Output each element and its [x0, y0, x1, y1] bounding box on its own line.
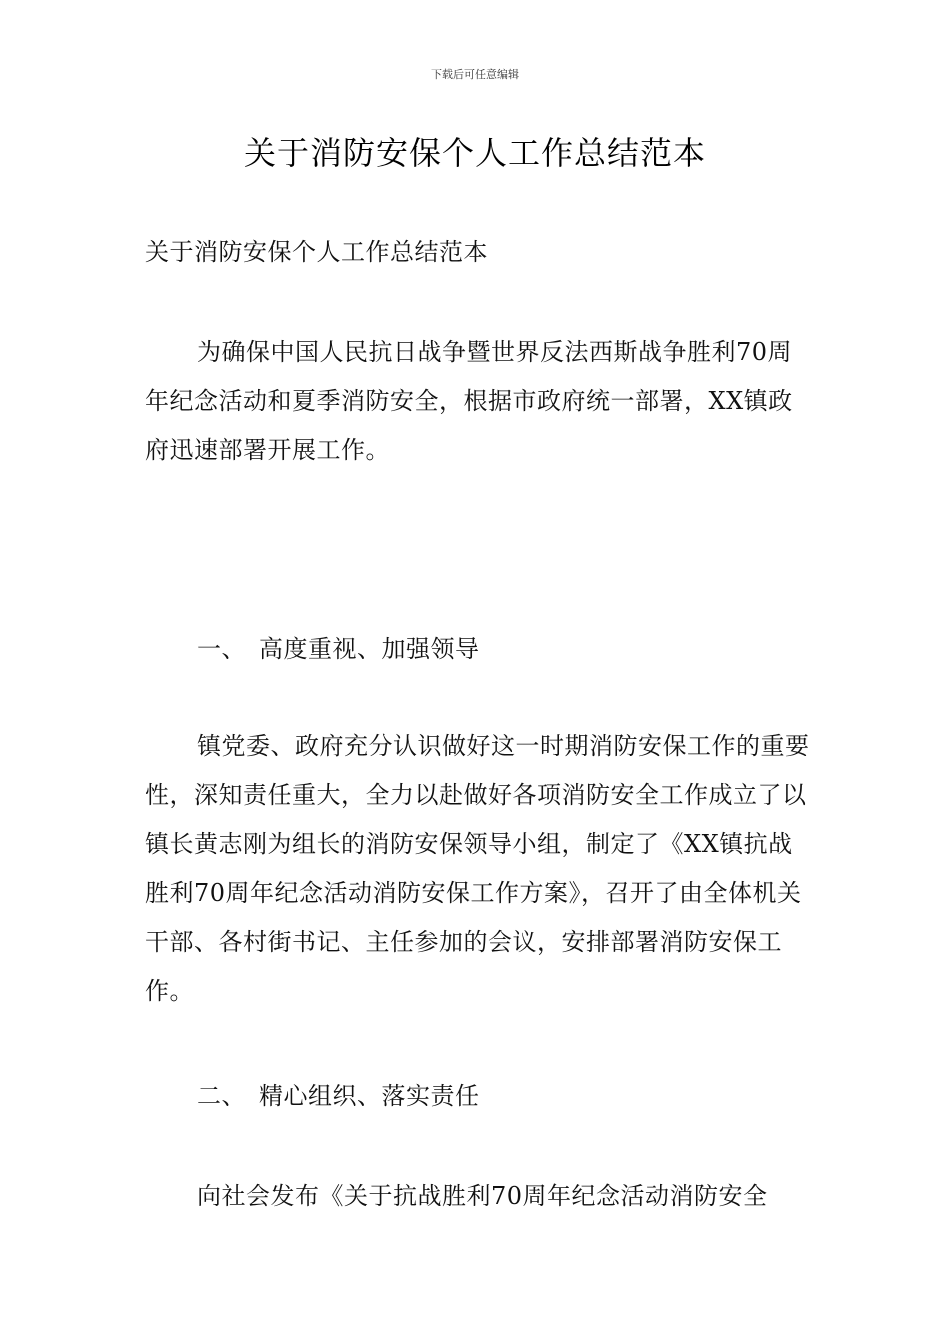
section-number-1: 一、 — [197, 635, 246, 663]
intro-paragraph: 为确保中国人民抗日战争暨世界反法西斯战争胜利70周年纪念活动和夏季消防安全，根据市政府统一部署，XX镇政府迅速部署开展工作。 — [145, 338, 793, 464]
document-subtitle: 关于消防安保个人工作总结范本 — [145, 238, 488, 266]
header-note: 下载后可任意编辑 — [431, 68, 519, 81]
section-heading-1 — [145, 625, 862, 674]
document-title: 关于消防安保个人工作总结范本 — [243, 134, 706, 172]
section-number-2: 二、 — [197, 1082, 246, 1110]
section-title-1: 高度重视、加强领导 — [259, 635, 480, 663]
section-title-2: 精心组织、落实责任 — [259, 1082, 480, 1110]
section1-paragraph: 镇党委、政府充分认识做好这一时期消防安保工作的重要性，深知责任重大，全力以赴做好各项消防安全工作成立了以镇长黄志刚为组长的消防安保领导小组，制定了《XX镇抗战胜利70周年纪念活动消防安保工作方案》，召开了由全体机关干部、各村街书记、主任参加的会议，安排部署消防安保工作。 — [145, 732, 810, 1005]
section-heading-2 — [145, 1072, 862, 1121]
section2-paragraph: 向社会发布《关于抗战胜利70周年纪念活动消防安全 — [197, 1182, 768, 1210]
